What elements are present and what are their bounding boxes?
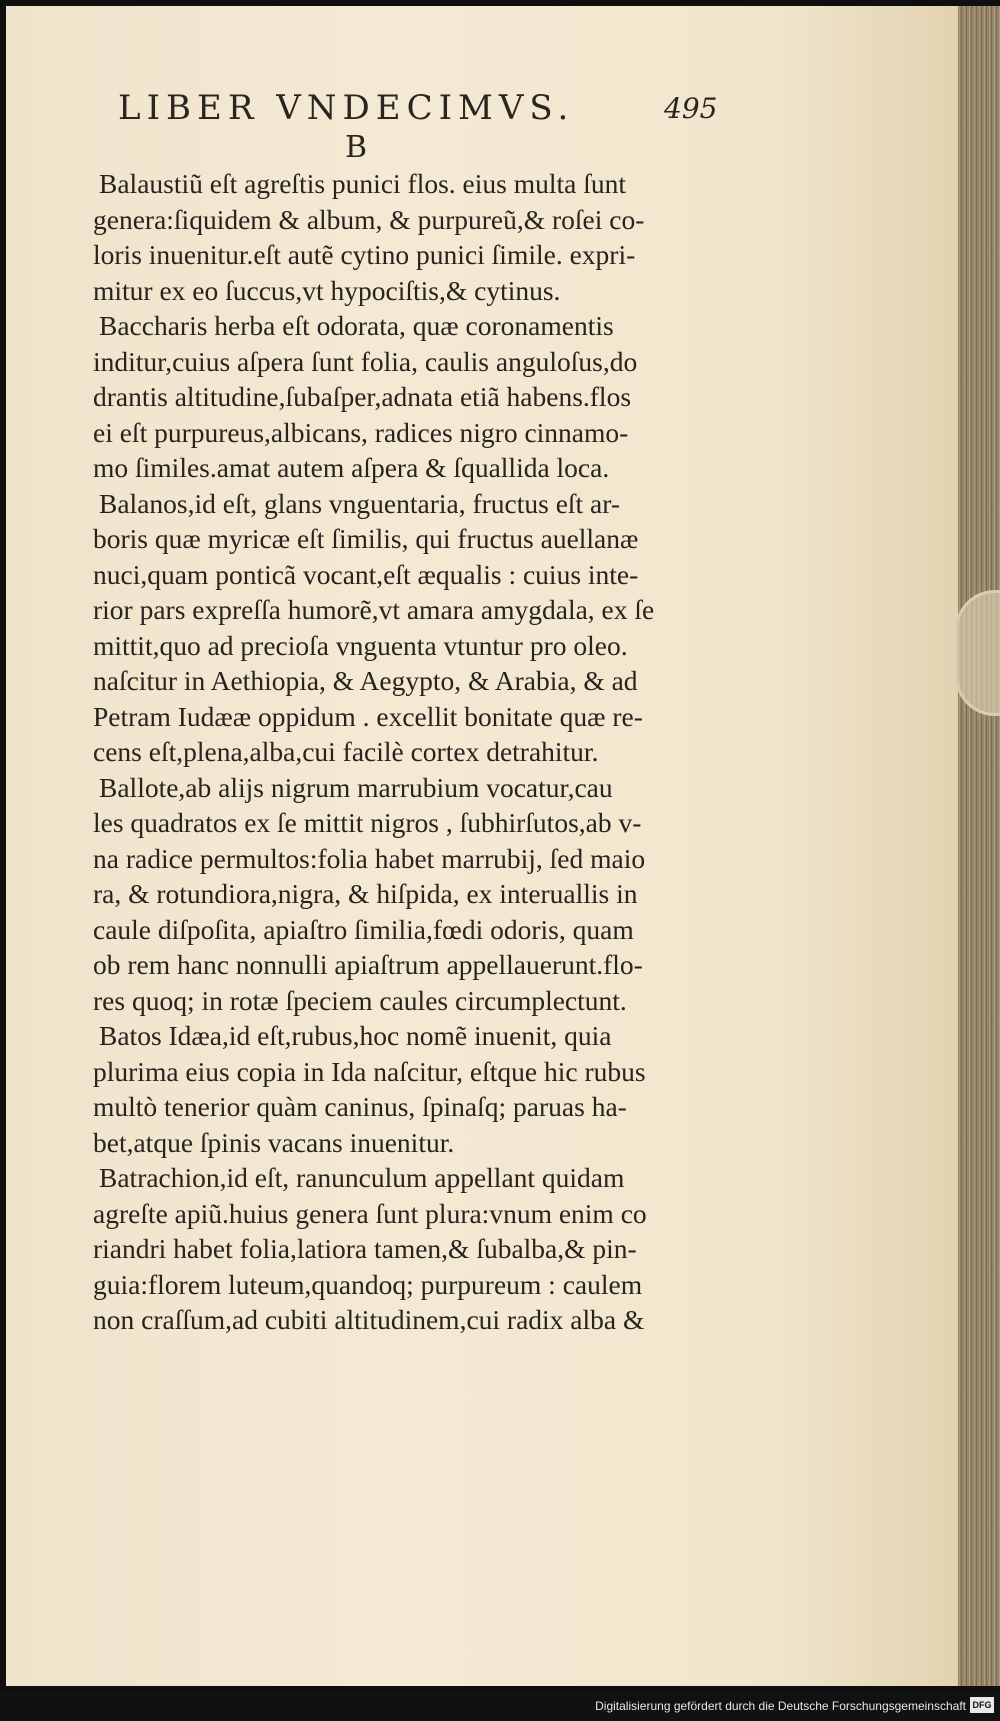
text-line: res quoq; in rotæ ſpeciem caules circumplectunt. xyxy=(93,984,627,1016)
text-line: guia:florem luteum,quandoq; purpureum : caulem xyxy=(93,1268,643,1300)
paragraph xyxy=(93,308,741,486)
text-line: non craſſum,ad cubiti altitudinem,cui radix alba & xyxy=(93,1304,645,1335)
dfg-logo: DFG xyxy=(970,1697,994,1713)
book-clasp-mark xyxy=(955,590,1000,716)
text-line: nuci,quam ponticã vocant,eſt æqualis : cuius inte- xyxy=(93,558,639,590)
text-line: Petram Iudææ oppidum . excellit bonitate quæ re- xyxy=(93,700,643,732)
footer-credit: Digitalisierung gefördert durch die Deutsche Forschungsgemeinschaft xyxy=(595,1699,966,1713)
paragraph xyxy=(93,770,741,1019)
page-number: 495 xyxy=(664,92,718,125)
text-line: bet,atque ſpinis vacans inuenitur. xyxy=(93,1126,455,1158)
paragraph xyxy=(93,1018,741,1160)
running-title: LIBER VNDECIMVS. xyxy=(118,88,575,128)
paragraph xyxy=(93,486,741,770)
text-line: inditur,cuius aſpera ſunt folia, caulis anguloſus,do xyxy=(93,345,638,377)
text-line: mittit,quo ad precioſa vnguenta vtuntur pro oleo. xyxy=(93,629,628,661)
footer-bar xyxy=(0,1692,1000,1721)
text-line: boris quæ myricæ eſt ſimilis, qui fructus auellanæ xyxy=(93,523,639,554)
text-line: ra, & rotundiora,nigra, & hiſpida, ex interuallis in xyxy=(93,878,638,909)
text-line: loris inuenitur.eſt autẽ cytino punici ſimile. expri- xyxy=(93,239,636,270)
paragraph xyxy=(93,166,741,308)
text-line: ob rem hanc nonnulli apiaſtrum appellauerunt.flo- xyxy=(93,949,643,980)
section-letter: B xyxy=(345,130,368,165)
text-line: Baccharis herba eſt odorata, quæ coronamentis xyxy=(99,310,614,341)
text-line: ei eſt purpureus,albicans, radices nigro cinnamo- xyxy=(93,416,629,448)
body-text xyxy=(93,166,741,1338)
text-line: drantis altitudine,ſubaſper,adnata etiã habens.flos xyxy=(93,381,632,412)
text-line: agreſte apiũ.huius genera ſunt plura:vnum enim co xyxy=(93,1197,647,1229)
text-line: cens eſt,plena,alba,cui facilè cortex detrahitur. xyxy=(93,736,599,767)
text-line: les quadratos ex ſe mittit nigros , ſubhirſutos,ab v- xyxy=(93,807,642,838)
text-line: genera:ſiquidem & album, & purpureũ,& roſei co- xyxy=(93,203,645,235)
text-line: rior pars expreſſa humorẽ,vt amara amygdala, ex ſe xyxy=(93,594,655,625)
text-line: Ballote,ab alijs nigrum marrubium vocatur,cau xyxy=(99,771,613,803)
text-line: plurima eius copia in Ida naſcitur, eſtque hic rubus xyxy=(93,1055,646,1087)
text-line: mo ſimiles.amat autem aſpera & ſquallida loca. xyxy=(93,452,610,483)
text-line: mitur ex eo ſuccus,vt hypociſtis,& cytinus. xyxy=(93,274,561,306)
text-line: Batrachion,id eſt, ranunculum appellant quidam xyxy=(99,1162,625,1193)
text-line: riandri habet folia,latiora tamen,& ſubalba,& pin- xyxy=(93,1233,637,1264)
paragraph xyxy=(93,1160,741,1338)
text-line: multò tenerior quàm caninus, ſpinaſq; paruas ha- xyxy=(93,1091,627,1122)
book-fore-edge xyxy=(958,6,1000,1686)
text-line: Balaustiũ eſt agreſtis punici flos. eius multa ſunt xyxy=(99,168,626,199)
text-line: naſcitur in Aethiopia, & Aegypto, & Arabia, & ad xyxy=(93,665,638,696)
text-line: Balanos,id eſt, glans vnguentaria, fructus eſt ar- xyxy=(99,487,621,519)
text-line: na radice permultos:folia habet marrubij, ſed maio xyxy=(93,842,646,874)
text-line: Batos Idæa,id eſt,rubus,hoc nomẽ inuenit, quia xyxy=(99,1020,612,1051)
text-line: caule diſpoſita, apiaſtro ſimilia,fœdi odoris, quam xyxy=(93,913,634,945)
